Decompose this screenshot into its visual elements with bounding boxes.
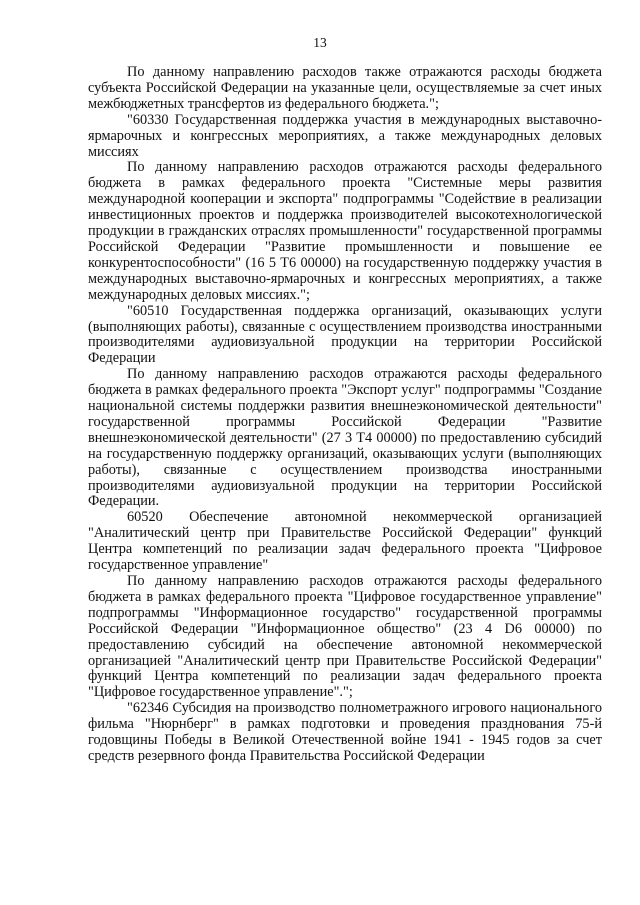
heading-60520: 60520 Обеспечение автономной некоммерческой организацией "Аналитический центр при Правительстве Российской Федерации" функций Центра компетенций по реализации задач федерального проекта "Цифровое государственное управление" (88, 509, 602, 574)
paragraph-60330-description: По данному направлению расходов отражаются расходы федерального бюджета в рамках федерального проекта "Системные меры развития международной кооперации и экспорта" подпрограммы "Содействие в реализации инвестиционных проектов и поддержка производителей высокотехнологической продукции в гражданских отраслях промышленности" государственной программы Российской Федерации "Развитие промышленности и повышение ее конкурентоспособности" (16 5 T6 00000) на государственную поддержку участия в международных выставочно-ярмарочных и конгрессных мероприятиях, а также международных деловых миссиях."; (88, 159, 602, 303)
heading-60330: "60330 Государственная поддержка участия в международных выставочно-ярмарочных и конгрессных мероприятиях, а также международных деловых миссиях (88, 111, 602, 160)
paragraph-60520-description: По данному направлению расходов отражаются расходы федерального бюджета в рамках федерального проекта "Цифровое государственное управление" подпрограммы "Информационное государство" государственной программы Российской Федерации "Информационное общество" (23 4 D6 00000) по предоставлению субсидий на обеспечение автономной некоммерческой организацией "Аналитический центр при Правительстве Российской Федерации" функций Центра компетенций по реализации задач федерального проекта "Цифровое государственное управление"."; (88, 573, 602, 701)
paragraph-60510-description: По данному направлению расходов отражаются расходы федерального бюджета в рамках федерального проекта "Экспорт услуг" подпрограммы "Создание национальной системы поддержки развития внешнеэкономической деятельности" государственной программы Российской Федерации "Развитие внешнеэкономической деятельности" (27 3 T4 00000) по предоставлению субсидий на государственную поддержку организаций, оказывающих услуги (выполняющих работы), связанные с осуществлением производства иностранными производителями аудиовизуальной продукции на территории Российской Федерации. (88, 366, 602, 510)
document-body (88, 65, 602, 765)
paragraph-budget-subject-note: По данному направлению расходов также отражаются расходы бюджета субъекта Российской Федерации на указанные цели, осуществляемые за счет иных межбюджетных трансфертов из федерального бюджета."; (88, 64, 602, 112)
heading-60510: "60510 Государственная поддержка организаций, оказывающих услуги (выполняющих работы), связанные с осуществлением производства иностранными производителями аудиовизуальной продукции на территории Российской Федерации (88, 302, 602, 367)
heading-62346: "62346 Субсидия на производство полнометражного игрового национального фильма "Нюрнберг" в рамках подготовки и проведения празднования 75-й годовщины Победы в Великой Отечественной войне 1941 - 1945 годов за счет средств резервного фонда Правительства Российской Федерации (88, 700, 602, 764)
page-number: 13 (313, 35, 327, 50)
